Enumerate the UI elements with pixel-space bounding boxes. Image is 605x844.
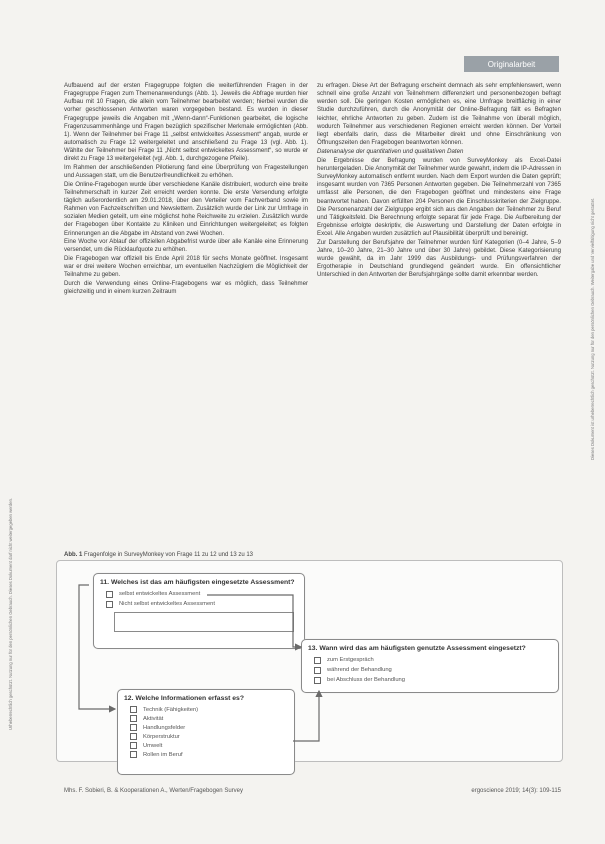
q12-option: Handlungsfelder — [118, 723, 294, 732]
q12-option: Körperstruktur — [118, 732, 294, 741]
figure-caption — [64, 552, 544, 558]
footer-journal: ergoscience 2019; 14(3): 109-115 — [471, 788, 561, 794]
paragraph: Die Online-Fragebogen wurde über verschiedene Kanäle distribuiert, wodurch eine breite Teilnehmerschaft in kurzer Zeit erreicht werden konnte. Die erste Versendung erfolgte täglich außerordentlich am 29.01.2018, über den Verteiler vom Fachverband sowie im Rahmen von Fachzeitschriften und Newslettern. Zusätzlich wurde der Link zur Umfrage in sozialen Medien geteilt, um eine möglichst hohe Reichweite zu erzielen. Zusätzlich wurde der Fragebogen über Kontakte zu Kliniken und Einrichtungen weitergeleitet; es folgten Erinnerungen an die Abgabe im Abstand von zwei Wochen. — [64, 180, 308, 237]
left-margin-note: Urheberrechtlich geschützt. Nutzung nur für den persönlichen Gebrauch. Dieses Dokument darf nicht weitergegeben werden. — [8, 497, 13, 730]
flow-arrows — [57, 561, 562, 761]
figure-caption-text: Fragenfolge in SurveyMonkey von Frage 11 zu 12 und 13 zu 13 — [84, 552, 254, 558]
q11-option: Nicht selbst entwickeltes Assessment — [94, 599, 304, 609]
survey-flow-figure — [56, 560, 563, 762]
paragraph: Zur Darstellung der Berufsjahre der Teilnehmer wurden fünf Kategorien (0–4 Jahre, 5–9 Jahre, 10–20 Jahre, 21–30 Jahre und über 30 Jahre) gebildet. Diese Kategorisierung wurde gewählt, da im Jahr 1999 das Ausbildungs- und Prüfungsverfahren der Ergotherapie in Deutschland grundlegend geändert wurde. Ein offensichtlicher Unterschied in den Antworten der Berufsjahrgänge sollte damit erkennbar werden. — [317, 238, 561, 279]
arrow-q11-to-q13 — [207, 595, 301, 647]
q12-option: Rollen im Beruf — [118, 750, 294, 759]
q12-option: Technik (Fähigkeiten) — [118, 705, 294, 714]
q13-option: zum Erstgespräch — [302, 655, 558, 665]
right-text-column — [317, 82, 561, 545]
q12-option: Umwelt — [118, 741, 294, 750]
paragraph: Aufbauend auf der ersten Fragegruppe folgten die weiterführenden Fragen in der Fragegruppe Fragen zum Themenanwendungs (Abb. 1). Jeweils die Abfrage wurden hier Aufbau mit 10 Fragen, die allein vom Teilnehmer bearbeitet werden; hierbei wurden die vorher geschlossenen Antworten waren vorgegeben bestand. Es wurden in dieser Fragegruppe jeweils die Angaben mit „Wenn-dann“-Funktionen gearbeitet, die logische Fragenzusammenhänge und Fragen bezüglich spezifischer Merkmale ermöglichten (Abb. 1). Wenn der Teilnehmer bei Frage 11 „selbst entwickeltes Assessment“ angab, wurde er automatisch zu Frage 12 weitergeleitet und anschließend zu Frage 13 (vgl. Abb. 1). Wählte der Teilnehmer bei Frage 11 „Nicht selbst entwickeltes Assessment“, so wurde er direkt zu Frage 13 weitergeleitet (vgl. Abb. 1, durchgezogene Pfeile). — [64, 82, 308, 163]
q13-option: während der Behandlung — [302, 665, 558, 675]
left-text-column — [64, 82, 308, 545]
arrow-q11-to-q12 — [79, 585, 115, 709]
subheading: Datenanalyse der quantitativen und qualitativen Daten — [317, 148, 464, 156]
paragraph: Durch die Verwendung eines Online-Fragebogens war es möglich, dass Teilnehmer gleichzeitig und in einem kurzen Zeitraum — [64, 279, 308, 295]
q12-option: Aktivität — [118, 714, 294, 723]
paragraph: Die Fragebogen war offiziell bis Ende April 2018 für sechs Monate geöffnet. Insgesamt war er drei weitere Wochen erreichbar, um eventuellen Nachzüglern die Möglichkeit der Teilnahme zu geben. — [64, 254, 308, 279]
question-11-title: 11. Welches ist das am häufigsten eingesetzte Assessment? — [100, 579, 295, 586]
paragraph: Die Ergebnisse der Befragung wurden von SurveyMonkey als Excel-Datei heruntergeladen. Die Anonymität der Teilnehmer wurde gewahrt, indem die IP-Adressen in SurveyMonkey automatisch entfernt wurden. Nach dem Export wurden die Daten geprüft; insgesamt wurden von 7365 Personen Antworten gegeben. Die Teilnehmerzahl von 7365 umfasst alle Personen, die den Fragebogen geöffnet und mindestens eine Frage beantwortet haben. Davon erfüllten 204 Personen die Einschlusskriterien der Zielgruppe. Die Personenanzahl der Zielgruppe ergibt sich aus den Angaben der Teilnehmer zu Beruf und Tätigkeitsfeld. Die Berechnung erfolgte separat für jede Frage. Die Aufbereitung der Ergebnisse erfolgte deskriptiv, die Auswertung und Darstellung der Daten erfolgte in Excel. Alle Angaben wurden zusätzlich auf Plausibilität überprüft und bereinigt. — [317, 156, 561, 238]
q11-option: selbst entwickeltes Assessment — [94, 589, 304, 599]
paragraph: Im Rahmen der anschließenden Pilotierung fand eine Überprüfung von Fragestellungen und Aussagen statt, um die Benutzerfreundlichkeit zu erhöhen. — [64, 163, 308, 180]
paragraph: Eine Woche vor Ablauf der offiziellen Abgabefrist wurde über alle Kanäle eine Erinnerung versendet, um die Rücklaufquote zu erhöhen. — [64, 238, 308, 254]
section-tag: Originalarbeit — [464, 56, 559, 72]
question-12-title: 12. Welche Informationen erfasst es? — [124, 695, 244, 702]
figure-caption-label: Abb. 1 — [64, 552, 83, 558]
footer-citation: Mhs. F. Sobieri, B. & Kooperationen A., Werten/Fragebogen Survey — [64, 788, 243, 794]
arrow-q12-to-q13 — [293, 691, 319, 741]
right-margin-note: Dieses Dokument ist urheberrechtlich geschützt. Nutzung nur für den persönlichen Gebrauch. Weitergabe und Vervielfältigung nicht gestattet. — [590, 197, 595, 460]
question-13-title: 13. Wann wird das am häufigsten genutzte Assessment eingesetzt? — [308, 645, 526, 652]
paragraph: zu erfragen. Diese Art der Befragung erscheint demnach als sehr empfehlenswert, wenn schnell eine große Anzahl von Teilnehmern differenziert und personenbezogen befragt werden soll. Die geringen Kosten ermöglichen es, eine Umfrage breitflächig in einer Studie durchzuführen, durch die Anonymität der Online-Befragung fällt es Befragten leichter, ehrliche Antworten zu geben. Zudem ist die Teilnahme von überall möglich, wodurch Teilnehmer aus verschiedenen Regionen erreicht werden können. Der Vorteil liegt ebenfalls darin, dass die Mitarbeiter direkt und ohne Einschränkung von Öffnungszeiten den Fragebogen beantworten können. — [317, 82, 561, 147]
q13-option: bei Abschluss der Behandlung — [302, 675, 558, 685]
